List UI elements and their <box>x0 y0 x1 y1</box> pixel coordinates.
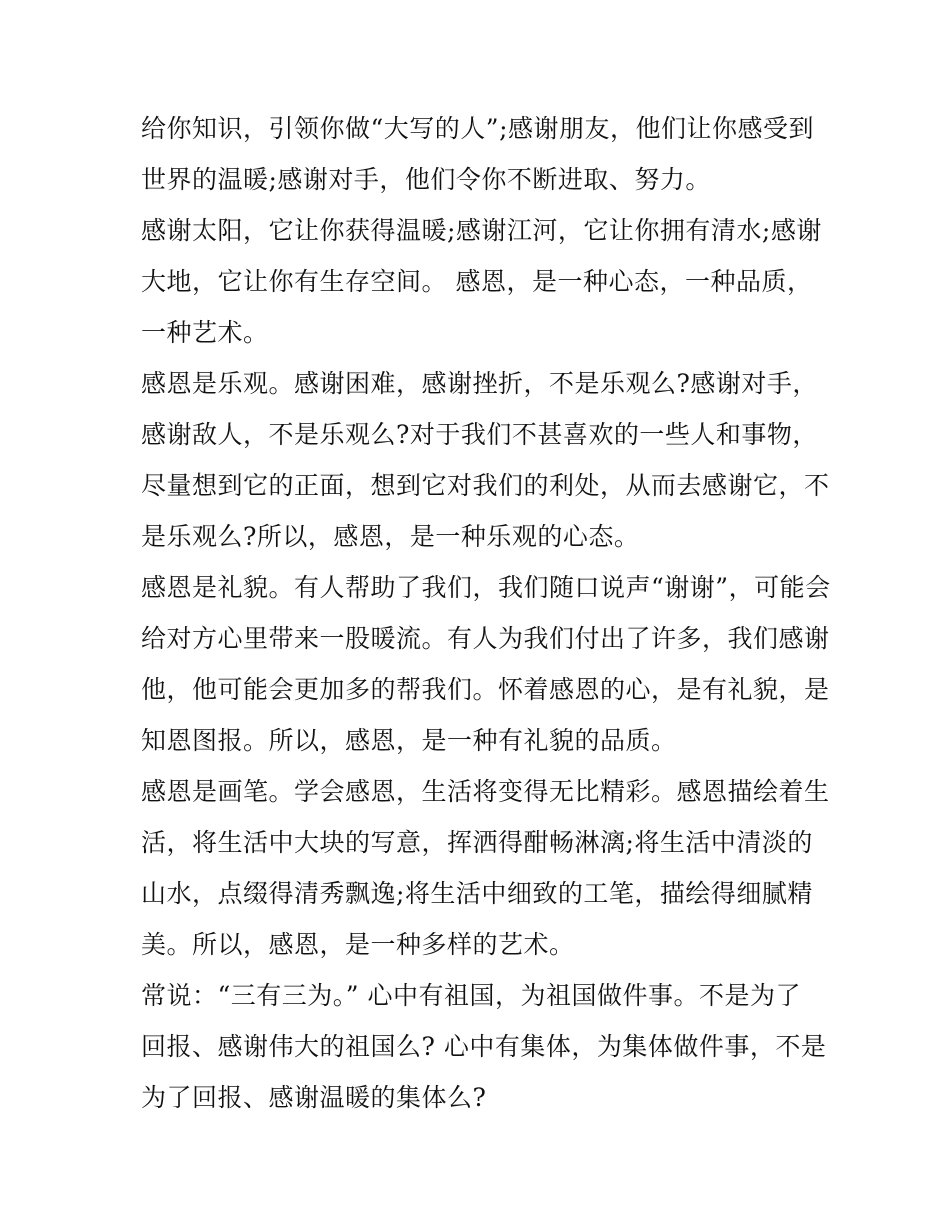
text-line: 给你知识，引领你做“大写的人”;感谢朋友，他们让你感受到 <box>141 114 814 143</box>
text-line: 感恩是乐观。感谢困难，感谢挫折，不是乐观么?感谢对手， <box>141 369 818 398</box>
text-line: 活，将生活中大块的写意，挥洒得酣畅淋漓;将生活中清淡的 <box>141 828 813 857</box>
text-line: 为了回报、感谢温暖的集体么? <box>141 1083 487 1112</box>
text-line: 一种艺术。 <box>141 318 269 347</box>
text-line: 他，他可能会更加多的帮我们。怀着感恩的心，是有礼貌，是 <box>141 675 830 704</box>
text-line: 感谢太阳，它让你获得温暖;感谢江河，它让你拥有清水;感谢 <box>141 216 822 245</box>
text-line: 感恩是画笔。学会感恩，生活将变得无比精彩。感恩描绘着生 <box>141 777 830 806</box>
text-line: 大地，它让你有生存空间。 感恩，是一种心态，一种品质， <box>141 267 813 296</box>
text-line: 给对方心里带来一股暖流。有人为我们付出了许多，我们感谢 <box>141 624 830 653</box>
text-line: 感恩是礼貌。有人帮助了我们，我们随口说声“谢谢”，可能会 <box>141 573 831 602</box>
text-line: 美。所以，感恩，是一种多样的艺术。 <box>141 930 575 959</box>
text-line: 知恩图报。所以，感恩，是一种有礼貌的品质。 <box>141 726 677 755</box>
text-line: 山水，点缀得清秀飘逸;将生活中细致的工笔，描绘得细腻精 <box>141 879 813 908</box>
text-line: 感谢敌人，不是乐观么?对于我们不甚喜欢的一些人和事物， <box>141 420 818 449</box>
text-line: 回报、感谢伟大的祖国么? 心中有集体，为集体做件事，不是 <box>141 1032 827 1061</box>
text-line: 尽量想到它的正面，想到它对我们的利处，从而去感谢它，不 <box>141 471 830 500</box>
text-line: 世界的温暖;感谢对手，他们令你不断进取、努力。 <box>141 165 711 194</box>
text-line: 是乐观么?所以，感恩，是一种乐观的心态。 <box>141 522 640 551</box>
text-line: 常说：“三有三为。” 心中有祖国，为祖国做件事。不是为了 <box>141 981 802 1010</box>
